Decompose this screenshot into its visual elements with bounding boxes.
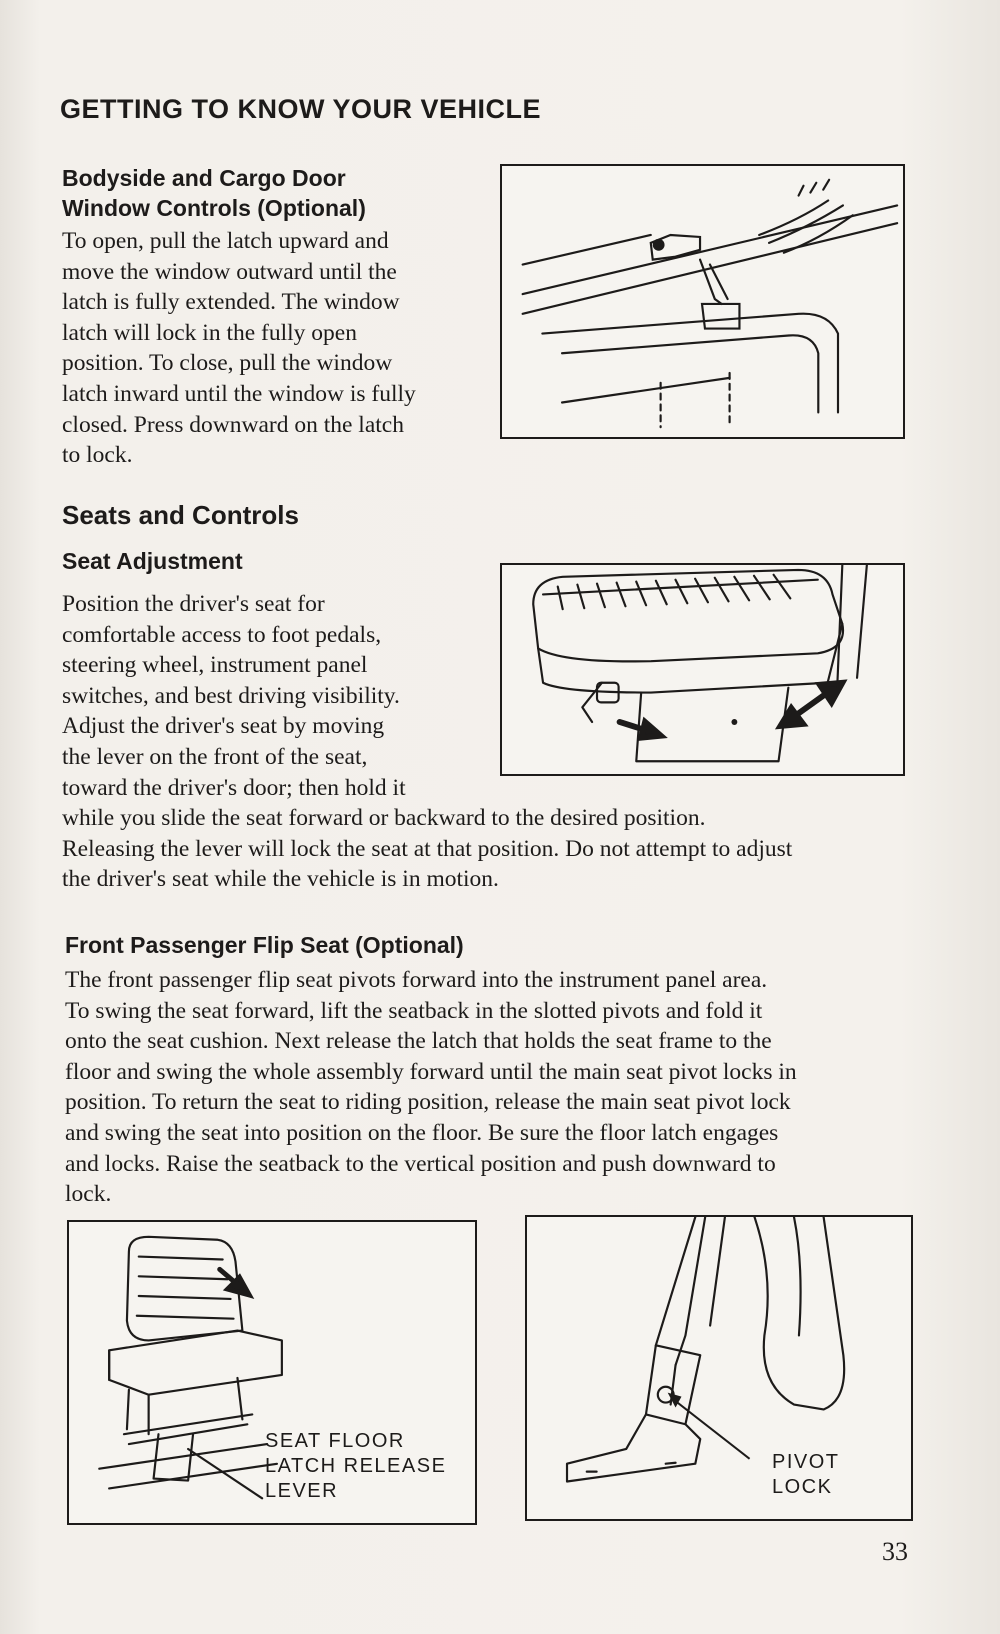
text-line: To swing the seat forward, lift the seatback in the slotted pivots and fold it [65,997,763,1024]
seat-adjustment-figure [500,563,905,776]
text-line: toward the driver's door; then hold it [62,774,406,801]
window-controls-heading-line1: Bodyside and Cargo Door [62,165,346,191]
text-line: closed. Press downward on the latch [62,411,404,438]
pivot-lock-label: PIVOT LOCK [772,1451,840,1498]
text-line: the lever on the front of the seat, [62,743,368,770]
text-line: while you slide the seat forward or backward to the desired position. [62,805,706,832]
text-line: to lock. [62,442,133,469]
page-number: 33 [882,1537,908,1566]
seat-adjustment-heading: Seat Adjustment [62,548,243,574]
text-line: The front passenger flip seat pivots forward into the instrument panel area. [65,967,768,993]
window-controls-text [62,226,482,471]
text-line: switches, and best driving visibility. [62,682,400,709]
window-controls-heading-line2: Window Controls (Optional) [62,195,366,221]
pivot-lock-figure [525,1215,913,1521]
text-line: position. To close, pull the window [62,350,393,377]
text-line: comfortable access to foot pedals, [62,621,382,648]
window-latch-illustration [502,166,903,437]
text-line: Position the driver's seat for [62,591,325,617]
window-controls-heading [62,163,366,223]
text-line: latch inward until the window is fully [62,380,416,407]
seats-controls-heading: Seats and Controls [62,500,299,530]
flip-seat-text [65,965,935,1210]
text-line: latch is fully extended. The window [62,289,400,316]
text-line: onto the seat cushion. Next release the latch that holds the seat frame to the [65,1028,772,1055]
text-line: and swing the seat into position on the floor. Be sure the floor latch engages [65,1119,779,1146]
flip-seat-heading: Front Passenger Flip Seat (Optional) [65,932,464,958]
text-line: position. To return the seat to riding position, release the main seat pivot lock [65,1089,791,1116]
text-line: the driver's seat while the vehicle is in motion. [62,866,499,893]
pivot-lock-illustration [527,1217,911,1519]
text-line: lock. [65,1181,112,1208]
seat-adjustment-illustration [502,565,903,774]
text-line: Releasing the lever will lock the seat at that position. Do not attempt to adjust [62,835,793,862]
text-line: move the window outward until the [62,258,397,285]
text-line: steering wheel, instrument panel [62,652,368,679]
text-line: latch will lock in the fully open [62,319,357,346]
latch-release-lever-label: SEAT FLOOR LATCH RELEASE LEVER [265,1430,447,1502]
text-line: floor and swing the whole assembly forward until the main seat pivot locks in [65,1058,797,1085]
text-line: Adjust the driver's seat by moving [62,713,385,740]
page-title: GETTING TO KNOW YOUR VEHICLE [60,94,542,124]
window-latch-figure [500,164,905,439]
seat-floor-latch-figure [67,1220,477,1525]
text-line: To open, pull the latch upward and [62,228,389,254]
text-line: and locks. Raise the seatback to the vertical position and push downward to [65,1150,776,1177]
